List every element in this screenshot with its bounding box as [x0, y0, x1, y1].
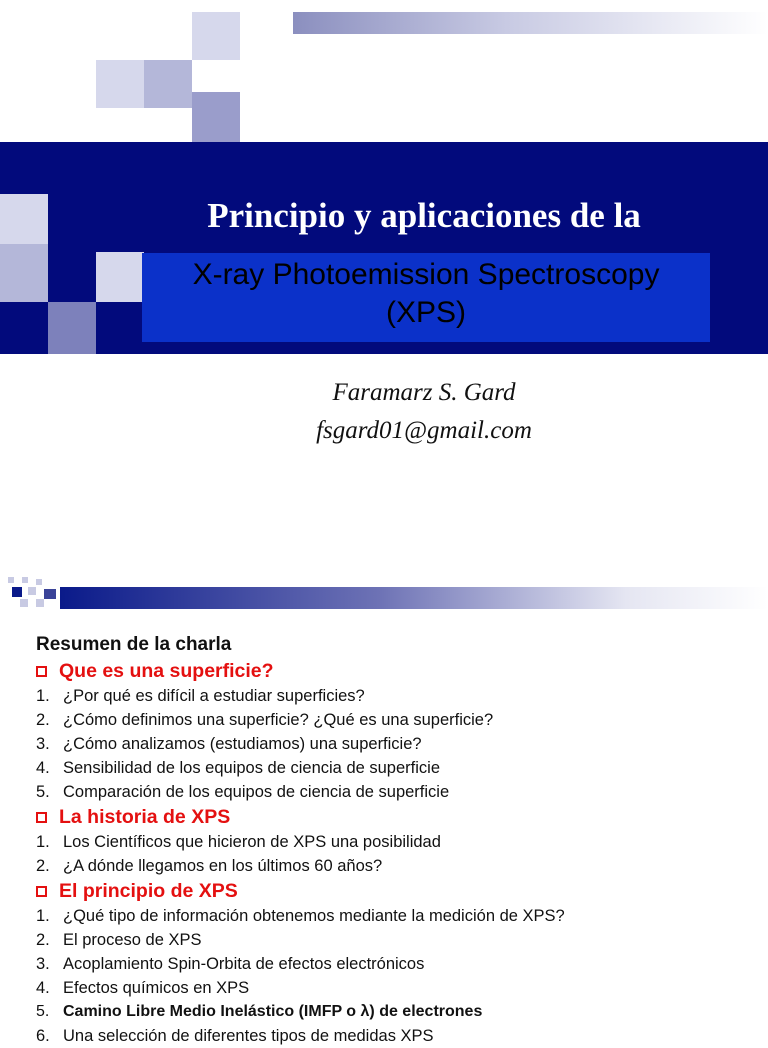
item-text: ¿Qué tipo de información obtenemos mediante la medición de XPS?: [63, 907, 565, 925]
agenda-heading: Resumen de la charla: [36, 634, 232, 655]
item-text: ¿Cómo analizamos (estudiamos) una superficie?: [63, 735, 422, 753]
decor-square: [96, 252, 144, 302]
section-title: [36, 658, 761, 684]
subtitle-line: X-ray Photoemission Spectroscopy: [192, 258, 660, 291]
item-text: El proceso de XPS: [63, 931, 202, 949]
list-item: [36, 854, 761, 878]
item-text: ¿Cómo definimos una superficie? ¿Qué es una superficie?: [63, 711, 494, 729]
agenda: [36, 632, 761, 1048]
item-number: 3.: [36, 955, 50, 973]
list-item: [36, 780, 761, 804]
decor-square: [192, 12, 240, 60]
list-item: [36, 952, 761, 976]
item-text: Sensibilidad de los equipos de ciencia de superficie: [63, 759, 440, 777]
subtitle-line: (XPS): [385, 296, 466, 329]
section-title-text: Que es una superficie?: [59, 660, 274, 682]
item-text: Acoplamiento Spin-Orbita de efectos electrónicos: [63, 955, 425, 973]
list-item: [36, 708, 761, 732]
slide-title: Principio y aplicaciones de la: [207, 196, 641, 235]
list-item: [36, 1000, 761, 1024]
item-number: 2.: [36, 711, 50, 729]
decor-square: [144, 60, 192, 108]
decor-square: [48, 302, 96, 354]
checkbox-bullet-icon: [36, 812, 47, 823]
list-item: [36, 1024, 761, 1048]
list-item: [36, 830, 761, 854]
list-item: [36, 732, 761, 756]
list-item: [36, 756, 761, 780]
item-number: 1.: [36, 833, 50, 851]
checkbox-bullet-icon: [36, 886, 47, 897]
item-text: Una selección de diferentes tipos de medidas XPS: [63, 1027, 434, 1045]
list-item: [36, 684, 761, 708]
item-text: Camino Libre Medio Inelástico (IMFP o λ) de electrones: [63, 1003, 483, 1020]
item-text: Los Científicos que hicieron de XPS una posibilidad: [63, 833, 441, 851]
author-name: Faramarz S. Gard: [332, 379, 516, 406]
item-number: 4.: [36, 979, 50, 997]
item-number: 3.: [36, 735, 50, 753]
divider-gradient-bar: [60, 587, 768, 609]
item-number: 1.: [36, 907, 50, 925]
item-number: 4.: [36, 759, 50, 777]
item-number: 5.: [36, 783, 50, 801]
item-number: 2.: [36, 931, 50, 949]
item-text: Comparación de los equipos de ciencia de superficie: [63, 783, 450, 801]
list-item: [36, 928, 761, 952]
divider-decor: [0, 577, 60, 613]
section-title-text: La historia de XPS: [59, 806, 231, 828]
top-gradient-bar: [293, 12, 768, 34]
decor-square: [0, 244, 48, 302]
item-number: 5.: [36, 1003, 50, 1020]
checkbox-bullet-icon: [36, 666, 47, 677]
decor-square: [192, 92, 240, 142]
section-title: [36, 878, 761, 904]
list-item: [36, 904, 761, 928]
list-item: [36, 976, 761, 1000]
decor-square: [96, 60, 144, 108]
slide-subtitle: [142, 256, 710, 332]
section-title-text: El principio de XPS: [59, 880, 238, 902]
item-number: 2.: [36, 857, 50, 875]
item-text: ¿Por qué es difícil a estudiar superficies?: [63, 687, 365, 705]
author-email: fsgard01@gmail.com: [316, 417, 532, 444]
section-title: [36, 804, 761, 830]
item-text: Efectos químicos en XPS: [63, 979, 250, 997]
item-text: ¿A dónde llegamos en los últimos 60 años?: [63, 857, 383, 875]
item-number: 1.: [36, 687, 50, 705]
item-number: 6.: [36, 1027, 50, 1045]
